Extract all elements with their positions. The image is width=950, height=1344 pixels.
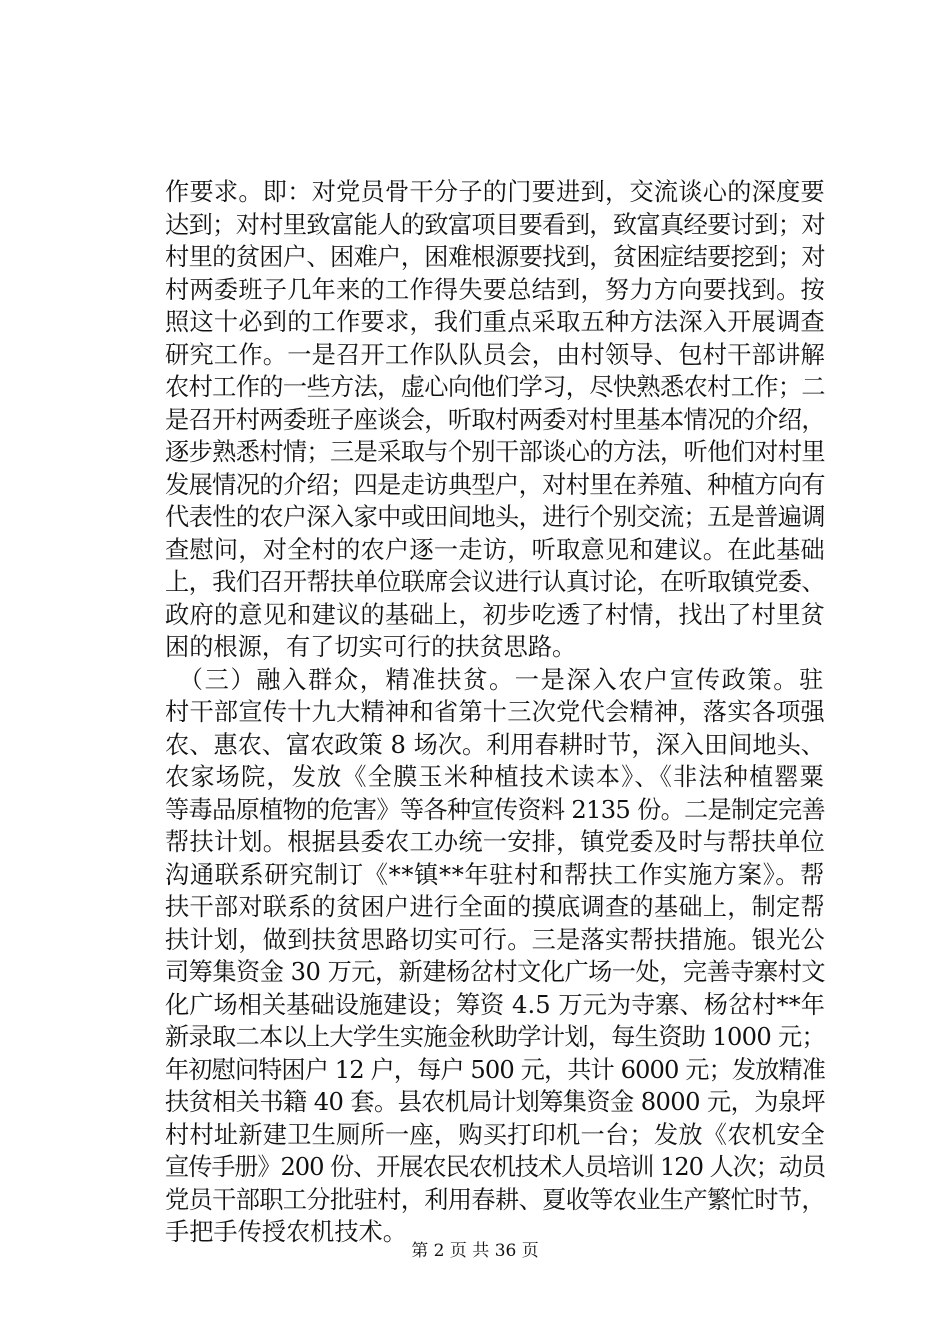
text-line: 手把手传授农机技术。: [165, 1218, 407, 1246]
text-line: 农、惠农、富农政策 8 场次。利用春耕时节，深入田间地头、: [165, 730, 825, 759]
text-line: 司筹集资金 30 万元，新建杨岔村文化广场一处，完善寺寨村文: [165, 958, 825, 986]
text-line: 上，我们召开帮扶单位联席会议进行认真讨论，在听取镇党委、: [165, 568, 825, 596]
text-line: 村村址新建卫生厕所一座，购买打印机一台；发放《农机安全: [165, 1120, 825, 1149]
text-line: 政府的意见和建议的基础上，初步吃透了村情，找出了村里贫: [165, 600, 825, 629]
text-line: 查慰问，对全村的农户逐一走访，听取意见和建议。在此基础: [165, 535, 825, 564]
text-line: 等毒品原植物的危害》等各种宣传资料 2135 份。二是制定完善: [165, 795, 825, 824]
text-line: 帮扶计划。根据县委农工办统一安排，镇党委及时与帮扶单位: [165, 828, 825, 856]
text-line: 化广场相关基础设施建设；筹资 4.5 万元为寺寨、杨岔村**年: [165, 990, 825, 1019]
text-line: 党员干部职工分批驻村，利用春耕、夏收等农业生产繁忙时节，: [165, 1185, 825, 1214]
page-number: 第 2 页 共 36 页: [411, 1241, 539, 1261]
text-line: 沟通联系研究制订《**镇**年驻村和帮扶工作实施方案》。帮: [165, 860, 825, 889]
text-line: 农村工作的一些方法，虚心向他们学习，尽快熟悉农村工作；二: [165, 373, 825, 401]
text-line: 新录取二本以上大学生实施金秋助学计划，每生资助 1000 元；: [165, 1023, 825, 1051]
text-line: 逐步熟悉村情；三是采取与个别干部谈心的方法，听他们对村里: [165, 438, 825, 466]
text-line: 照这十必到的工作要求，我们重点采取五种方法深入开展调查: [165, 308, 825, 336]
text-line: 年初慰问特困户 12 户，每户 500 元，共计 6000 元；发放精准: [165, 1055, 825, 1084]
text-line: 是召开村两委班子座谈会，听取村两委对村里基本情况的介绍，: [165, 405, 825, 434]
text-line: 代表性的农户深入家中或田间地头，进行个别交流；五是普遍调: [165, 503, 825, 531]
text-line: 达到；对村里致富能人的致富项目要看到，致富真经要讨到；对: [165, 210, 825, 239]
text-line: 作要求。即：对党员骨干分子的门要进到，交流谈心的深度要: [165, 178, 825, 206]
text-line: 宣传手册》200 份、开展农民农机技术人员培训 120 人次；动员: [165, 1153, 825, 1181]
text-line: 扶贫相关书籍 40 套。县农机局计划筹集资金 8000 元，为泉坪: [165, 1088, 825, 1116]
text-line: 农家场院，发放《全膜玉米种植技术读本》、《非法种植罂粟: [165, 763, 825, 791]
text-line: 村里的贫困户、困难户，困难根源要找到，贫困症结要挖到；对: [165, 243, 825, 271]
text-line: 困的根源，有了切实可行的扶贫思路。: [165, 633, 577, 661]
text-line: 发展情况的介绍；四是走访典型户，对村里在养殖、种植方向有: [165, 470, 825, 499]
text-line: 扶计划，做到扶贫思路切实可行。三是落实帮扶措施。银光公: [165, 925, 825, 954]
text-line: （三）融入群众，精准扶贫。一是深入农户宣传政策。驻: [165, 665, 825, 694]
text-line: 扶干部对联系的贫困户进行全面的摸底调查的基础上，制定帮: [165, 893, 825, 921]
text-line: 村两委班子几年来的工作得失要总结到，努力方向要找到。按: [165, 275, 825, 304]
text-line: 村干部宣传十九大精神和省第十三次党代会精神，落实各项强: [165, 698, 825, 726]
text-line: 研究工作。一是召开工作队队员会，由村领导、包村干部讲解: [165, 340, 825, 369]
page-footer: [0, 1240, 950, 1262]
document-body: [165, 176, 825, 1249]
